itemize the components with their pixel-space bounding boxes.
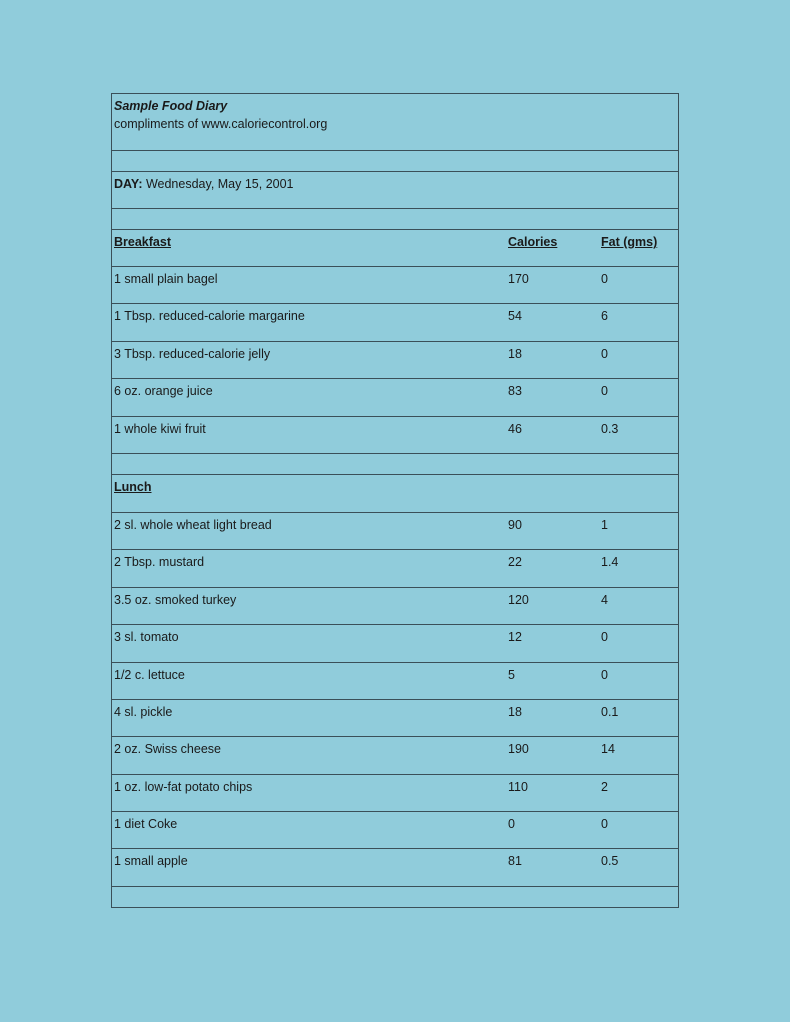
empty-row: [112, 151, 678, 172]
calories-value: 190: [508, 742, 529, 757]
diary-title: Sample Food Diary: [114, 99, 228, 113]
calories-value: 46: [508, 421, 522, 436]
fat-value: 0: [601, 272, 608, 286]
fat-value: 0: [601, 384, 608, 399]
lunch-item-row: [112, 700, 678, 737]
lunch-item-row: [112, 849, 678, 886]
calories-value: 18: [508, 346, 522, 361]
calories-value: 120: [508, 592, 529, 607]
food-name: 2 Tbsp. mustard: [114, 555, 205, 570]
breakfast-item-row: [112, 342, 678, 379]
lunch-item-row: [112, 550, 678, 587]
food-name: 1/2 c. lettuce: [114, 667, 185, 682]
breakfast-item-row: [112, 417, 678, 454]
lunch-item-row: [112, 513, 678, 550]
breakfast-item-row: [112, 267, 678, 304]
breakfast-item-row: [112, 304, 678, 341]
lunch-header-row: [112, 475, 678, 513]
calories-value: 54: [508, 309, 522, 324]
lunch-item-row: [112, 625, 678, 662]
fat-value: 1.4: [601, 555, 619, 570]
breakfast-item-row: [112, 379, 678, 416]
food-name: 1 diet Coke: [114, 817, 178, 832]
food-name: 1 oz. low-fat potato chips: [114, 779, 253, 794]
food-name: 4 sl. pickle: [114, 704, 173, 719]
food-name: 2 oz. Swiss cheese: [114, 742, 221, 757]
lunch-item-row: [112, 737, 678, 774]
food-name: 1 small plain bagel: [114, 272, 218, 286]
fat-value: 0.5: [601, 854, 619, 869]
food-name: 3 Tbsp. reduced-calorie jelly: [114, 346, 271, 361]
fat-value: 0: [601, 630, 608, 645]
fat-value: 0.3: [601, 421, 619, 436]
header-row: [112, 94, 678, 151]
fat-value: 0: [601, 346, 608, 361]
lunch-heading: Lunch: [114, 479, 152, 494]
calories-value: 5: [508, 667, 515, 682]
calories-value: 0: [508, 817, 515, 832]
food-name: 3 sl. tomato: [114, 630, 179, 645]
food-diary-table: [111, 93, 679, 908]
food-name: 3.5 oz. smoked turkey: [114, 592, 237, 607]
empty-row: [112, 454, 678, 475]
lunch-item-row: [112, 588, 678, 625]
fat-column-header: Fat (gms): [601, 235, 658, 249]
fat-value: 0: [601, 817, 608, 832]
fat-value: 14: [601, 742, 615, 757]
calories-value: 170: [508, 272, 529, 286]
food-name: 1 whole kiwi fruit: [114, 421, 206, 436]
food-name: 2 sl. whole wheat light bread: [114, 517, 272, 532]
calories-value: 83: [508, 384, 522, 399]
food-name: 6 oz. orange juice: [114, 384, 213, 399]
day-row: [112, 172, 678, 209]
calories-value: 81: [508, 854, 522, 869]
diary-subtitle: compliments of www.caloriecontrol.org: [114, 117, 328, 131]
calories-value: 22: [508, 555, 522, 570]
calories-column-header: Calories: [508, 235, 558, 249]
fat-value: 1: [601, 517, 608, 532]
fat-value: 2: [601, 779, 608, 794]
fat-value: 6: [601, 309, 608, 324]
calories-value: 90: [508, 517, 522, 532]
calories-value: 18: [508, 704, 522, 719]
lunch-item-row: [112, 775, 678, 812]
empty-row: [112, 887, 678, 908]
calories-value: 12: [508, 630, 522, 645]
fat-value: 0.1: [601, 704, 619, 719]
breakfast-heading: Breakfast: [114, 235, 171, 249]
calories-value: 110: [508, 779, 528, 794]
breakfast-header-row: [112, 230, 678, 267]
lunch-item-row: [112, 812, 678, 849]
day-label: DAY:: [114, 177, 143, 191]
fat-value: 4: [601, 592, 608, 607]
lunch-item-row: [112, 663, 678, 700]
food-name: 1 small apple: [114, 854, 188, 869]
empty-row: [112, 209, 678, 230]
day-value: Wednesday, May 15, 2001: [142, 177, 294, 191]
food-name: 1 Tbsp. reduced-calorie margarine: [114, 309, 305, 324]
fat-value: 0: [601, 667, 608, 682]
